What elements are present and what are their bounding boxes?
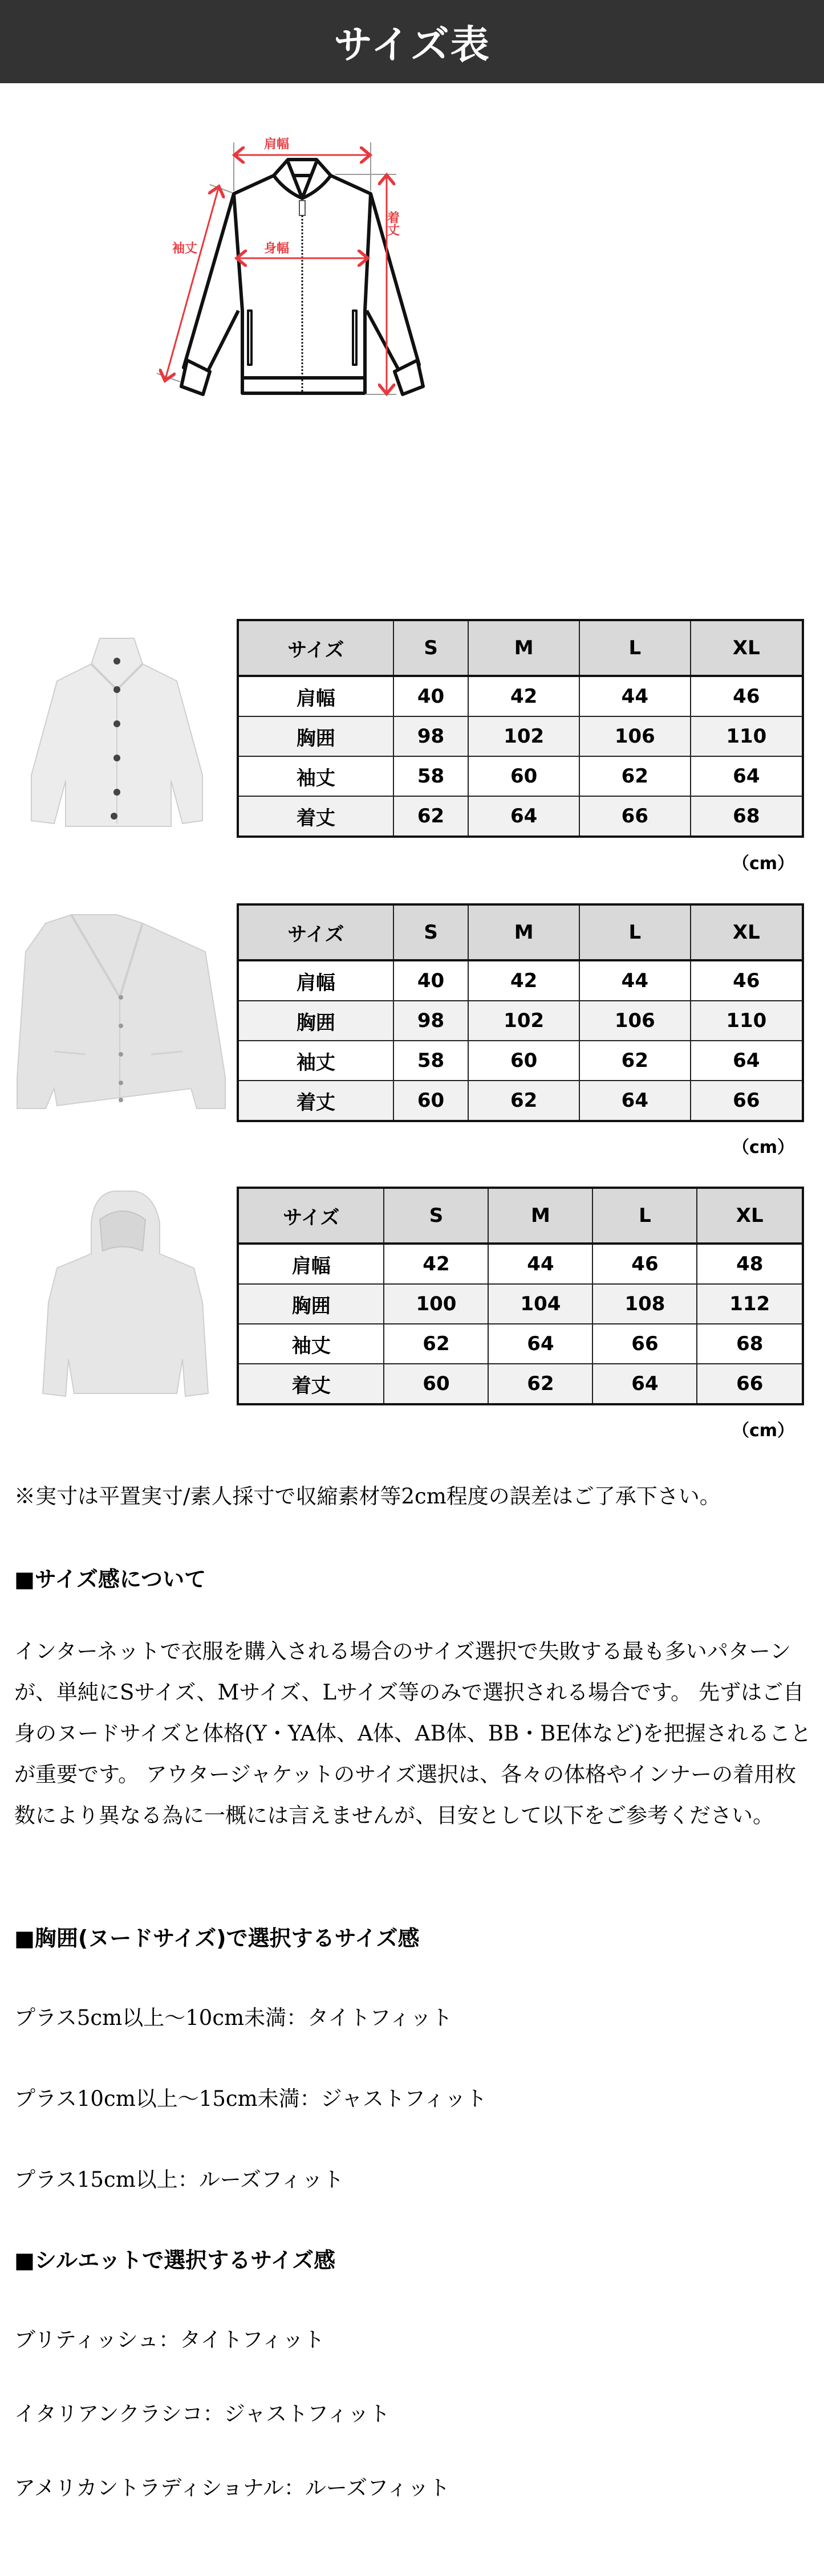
size-table-1 bbox=[237, 619, 804, 838]
cell: 42 bbox=[384, 1244, 488, 1284]
row-label: 着丈 bbox=[238, 796, 393, 837]
unit-label: （cm） bbox=[732, 1421, 794, 1441]
size-feel-heading: ■サイズ感について bbox=[14, 1567, 206, 1592]
size-table-3 bbox=[237, 1187, 804, 1405]
cell: 44 bbox=[579, 676, 691, 716]
cell: 66 bbox=[691, 1081, 803, 1121]
cell: 106 bbox=[579, 716, 691, 756]
cell: 66 bbox=[697, 1364, 803, 1404]
header-cell: M bbox=[468, 904, 579, 960]
cell: 60 bbox=[384, 1364, 488, 1404]
table-row bbox=[238, 1324, 803, 1364]
silhouette-heading: ■シルエットで選択するサイズ感 bbox=[14, 2248, 336, 2273]
knit-hoodie-image bbox=[0, 1188, 240, 1405]
cell: 44 bbox=[488, 1244, 592, 1284]
table-row bbox=[238, 960, 803, 1001]
header-cell: S bbox=[393, 904, 469, 960]
silhouette-item: アメリカントラディショナル：ルーズフィット bbox=[14, 2476, 450, 2500]
page-title: サイズ表 bbox=[334, 22, 490, 68]
cell: 60 bbox=[468, 1041, 579, 1081]
cell: 66 bbox=[579, 796, 691, 837]
cell: 60 bbox=[393, 1081, 469, 1121]
chest-item: プラス10cm以上〜15cm未満：ジャストフィット bbox=[14, 2086, 487, 2111]
chest-item: プラス5cm以上〜10cm未満：タイトフィット bbox=[14, 2006, 453, 2030]
cell: 58 bbox=[393, 1041, 469, 1081]
cell: 112 bbox=[697, 1284, 803, 1324]
cell: 46 bbox=[592, 1244, 697, 1284]
cell: 46 bbox=[691, 960, 803, 1001]
measurement-diagram bbox=[143, 114, 656, 570]
row-label: 袖丈 bbox=[238, 1041, 393, 1081]
silhouette-item: ブリティッシュ：タイトフィット bbox=[14, 2328, 325, 2352]
cell: 64 bbox=[468, 796, 579, 837]
cell: 68 bbox=[697, 1324, 803, 1364]
row-label: 胸囲 bbox=[238, 1284, 384, 1324]
header-cell: サイズ bbox=[238, 1188, 384, 1244]
table-row bbox=[238, 716, 803, 756]
header-cell: S bbox=[393, 620, 469, 676]
cell: 102 bbox=[468, 1001, 579, 1041]
chest-item: プラス15cm以上：ルーズフィット bbox=[14, 2167, 344, 2192]
cell: 64 bbox=[488, 1324, 592, 1364]
cell: 110 bbox=[691, 1001, 803, 1041]
cell: 64 bbox=[592, 1364, 697, 1404]
cell: 44 bbox=[579, 960, 691, 1001]
sleeve-label: 袖丈 bbox=[172, 242, 198, 256]
jacket-outline-icon bbox=[143, 114, 656, 570]
cell: 48 bbox=[697, 1244, 803, 1284]
header-cell: M bbox=[488, 1188, 592, 1244]
cell: 108 bbox=[592, 1284, 697, 1324]
row-label: 肩幅 bbox=[238, 676, 393, 716]
cell: 42 bbox=[468, 960, 579, 1001]
cell: 110 bbox=[691, 716, 803, 756]
cell: 68 bbox=[691, 796, 803, 837]
cell: 46 bbox=[691, 676, 803, 716]
cell: 98 bbox=[393, 716, 469, 756]
cell: 42 bbox=[468, 676, 579, 716]
table-row bbox=[238, 1364, 803, 1404]
unit-label: （cm） bbox=[732, 854, 794, 874]
cell: 40 bbox=[393, 676, 469, 716]
cell: 98 bbox=[393, 1001, 469, 1041]
header-cell: L bbox=[579, 904, 691, 960]
table-row bbox=[238, 1001, 803, 1041]
cell: 58 bbox=[393, 756, 469, 796]
measurement-disclaimer: ※実寸は平置実寸/素人採寸で収縮素材等2cm程度の誤差はご了承下さい。 bbox=[14, 1484, 721, 1509]
table-row bbox=[238, 756, 803, 796]
row-label: 肩幅 bbox=[238, 960, 393, 1001]
cell: 102 bbox=[468, 716, 579, 756]
row-label: 着丈 bbox=[238, 1364, 384, 1404]
cell: 64 bbox=[579, 1081, 691, 1121]
cell: 40 bbox=[393, 960, 469, 1001]
size-table-2 bbox=[237, 903, 804, 1122]
header-cell: L bbox=[592, 1188, 697, 1244]
header-cell: S bbox=[384, 1188, 488, 1244]
length-label: 着丈 bbox=[385, 211, 400, 236]
page-header bbox=[0, 0, 824, 83]
header-cell: XL bbox=[691, 904, 803, 960]
table-row bbox=[238, 796, 803, 837]
table-row bbox=[238, 1041, 803, 1081]
cell: 100 bbox=[384, 1284, 488, 1324]
header-cell: XL bbox=[691, 620, 803, 676]
cell: 62 bbox=[488, 1364, 592, 1404]
table-row bbox=[238, 1284, 803, 1324]
chest-heading: ■胸囲(ヌードサイズ)で選択するサイズ感 bbox=[14, 1926, 420, 1951]
cell: 104 bbox=[488, 1284, 592, 1324]
header-cell: サイズ bbox=[238, 620, 393, 676]
cell: 62 bbox=[579, 756, 691, 796]
row-label: 袖丈 bbox=[238, 1324, 384, 1364]
cell: 64 bbox=[691, 756, 803, 796]
cell: 64 bbox=[691, 1041, 803, 1081]
table-row bbox=[238, 676, 803, 716]
cell: 62 bbox=[468, 1081, 579, 1121]
silhouette-item: イタリアンクラシコ：ジャストフィット bbox=[14, 2402, 390, 2426]
shoulder-label: 肩幅 bbox=[264, 137, 290, 152]
row-label: 肩幅 bbox=[238, 1244, 384, 1284]
row-label: 胸囲 bbox=[238, 1001, 393, 1041]
row-label: 着丈 bbox=[238, 1081, 393, 1121]
row-label: 袖丈 bbox=[238, 756, 393, 796]
header-cell: サイズ bbox=[238, 904, 393, 960]
v-neck-cardigan-image bbox=[0, 912, 240, 1117]
header-cell: M bbox=[468, 620, 579, 676]
cell: 60 bbox=[468, 756, 579, 796]
size-feel-body: インターネットで衣服を購入される場合のサイズ選択で失敗する最も多いパターンが、単純にSサイズ、Mサイズ、Lサイズ等のみで選択される場合です。 先ずはご自身のヌードサイズと体格(Y・YA体、A体、AB体、BB・BE体など)を把握されることが重要です。 アウタージャケットのサイズ選択は、各々の体格やインナーの着用枚数により異なる為に一概には言えませんが、目安として以下をご参考ください。 bbox=[14, 1639, 811, 1828]
cell: 62 bbox=[393, 796, 469, 837]
body-width-label: 身幅 bbox=[264, 242, 290, 256]
cell: 62 bbox=[384, 1324, 488, 1364]
cell: 66 bbox=[592, 1324, 697, 1364]
table-row bbox=[238, 1244, 803, 1284]
cable-cardigan-image bbox=[0, 633, 240, 838]
unit-label: （cm） bbox=[732, 1138, 794, 1157]
header-cell: XL bbox=[697, 1188, 803, 1244]
cell: 62 bbox=[579, 1041, 691, 1081]
header-cell: L bbox=[579, 620, 691, 676]
table-row bbox=[238, 1081, 803, 1121]
cell: 106 bbox=[579, 1001, 691, 1041]
row-label: 胸囲 bbox=[238, 716, 393, 756]
